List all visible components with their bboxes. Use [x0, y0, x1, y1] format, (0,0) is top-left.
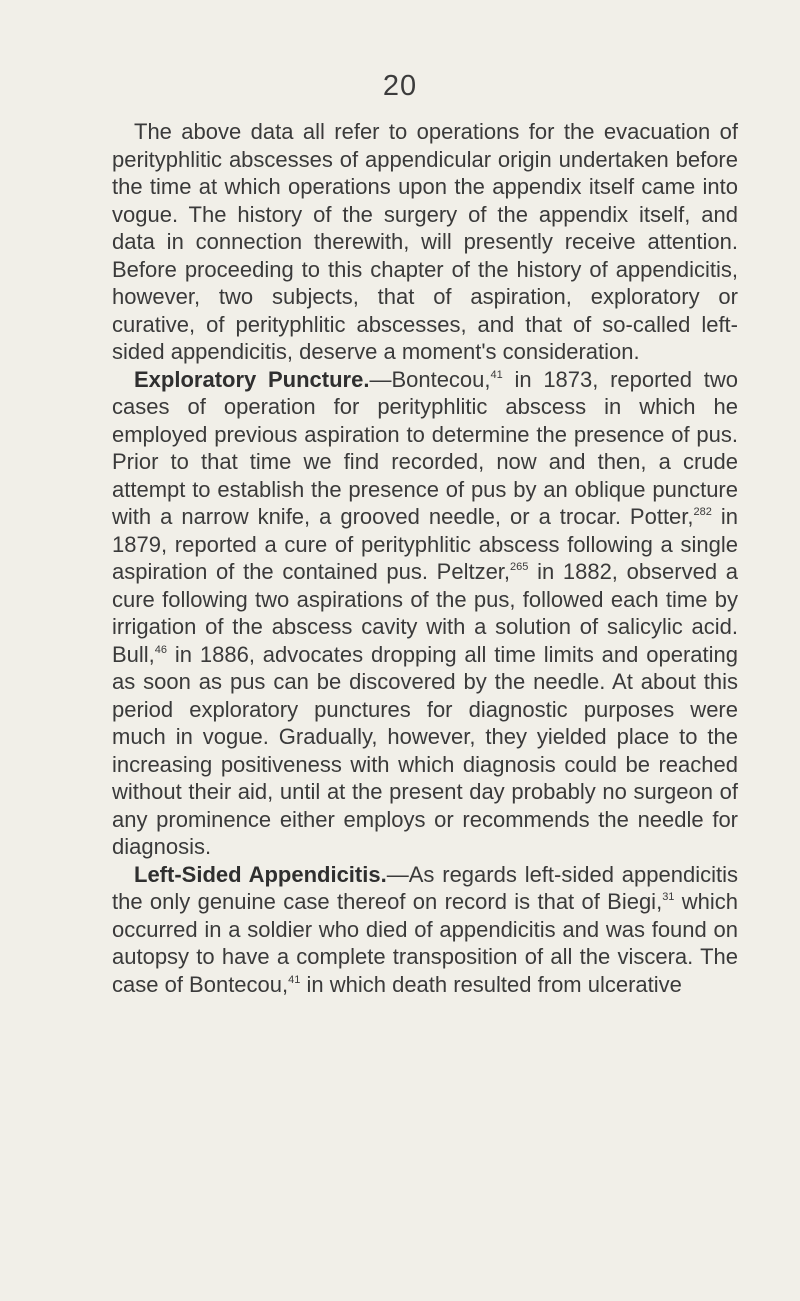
- paragraph-text: in 1882, observed a cure following two aspirations of the pus, followed each time by irrigation of the abscess cavity with a solution of salicylic acid. Bull,: [112, 559, 738, 667]
- paragraph-text: in which death resulted from ulcerative: [300, 971, 682, 997]
- footnote-ref: 46: [154, 643, 168, 656]
- section-heading-left-sided-appendicitis: Left-Sided Appendicitis.: [134, 861, 387, 887]
- section-heading-exploratory-puncture: Exploratory Puncture.: [134, 366, 370, 392]
- body-text: [112, 118, 738, 998]
- paragraph-text: in 1886, advocates dropping all time limits and operating as soon as pus can be discovered by the needle. At about this period exploratory punctures for diagnostic purposes were much in vogue. Gradually, however, they yielded place to the increasing positiveness with which diagnosis could be reached without their aid, until at the present day probably no surgeon of any prominence either employs or recommends the needle for diagnosis.: [112, 641, 738, 859]
- paragraph-left-sided-appendicitis: [112, 861, 738, 999]
- paragraph-text: —As regards left-sided appendicitis the only genuine case thereof on record is that of Biegi,: [112, 861, 738, 914]
- paragraph-text: —Bontecou,: [369, 366, 491, 392]
- footnote-ref: 31: [662, 891, 675, 903]
- footnote-ref: 41: [490, 368, 503, 381]
- footnote-ref: 265: [510, 561, 529, 573]
- page-number: 20: [382, 70, 418, 102]
- paragraph-text: which occurred in a soldier who died of appendicitis and was found on autopsy to have a complete transposition of all the viscera. The case of Bontecou,: [112, 889, 739, 997]
- paragraph-text: in 1873, reported two cases of operation for perityphlitic abscess in which he employed previous aspiration to determine the presence of pus. Prior to that time we find recorded, now and then, a crude attempt to establish the presence of pus by an oblique puncture with a narrow knife, a grooved needle, or a trocar. Potter,: [112, 366, 738, 529]
- paragraph-exploratory-puncture: [112, 366, 738, 861]
- footnote-ref: 282: [693, 506, 712, 518]
- footnote-ref: 41: [288, 973, 301, 986]
- paragraph-text: in 1879, reported a cure of perityphlitic abscess following a single aspiration of the contained pus. Peltzer,: [112, 504, 738, 584]
- paragraph-intro: The above data all refer to operations for the evacuation of perityphlitic abscesses of appendicular origin undertaken before the time at which operations upon the appendix itself came into vogue. The history of the surgery of the appendix itself, and data in connection therewith, will presently receive attention. Before proceeding to this chapter of the history of appendicitis, however, two subjects, that of aspiration, exploratory or curative, of perityphlitic abscesses, and that of so-called left-sided appendicitis, deserve a moment's consideration.: [112, 119, 738, 364]
